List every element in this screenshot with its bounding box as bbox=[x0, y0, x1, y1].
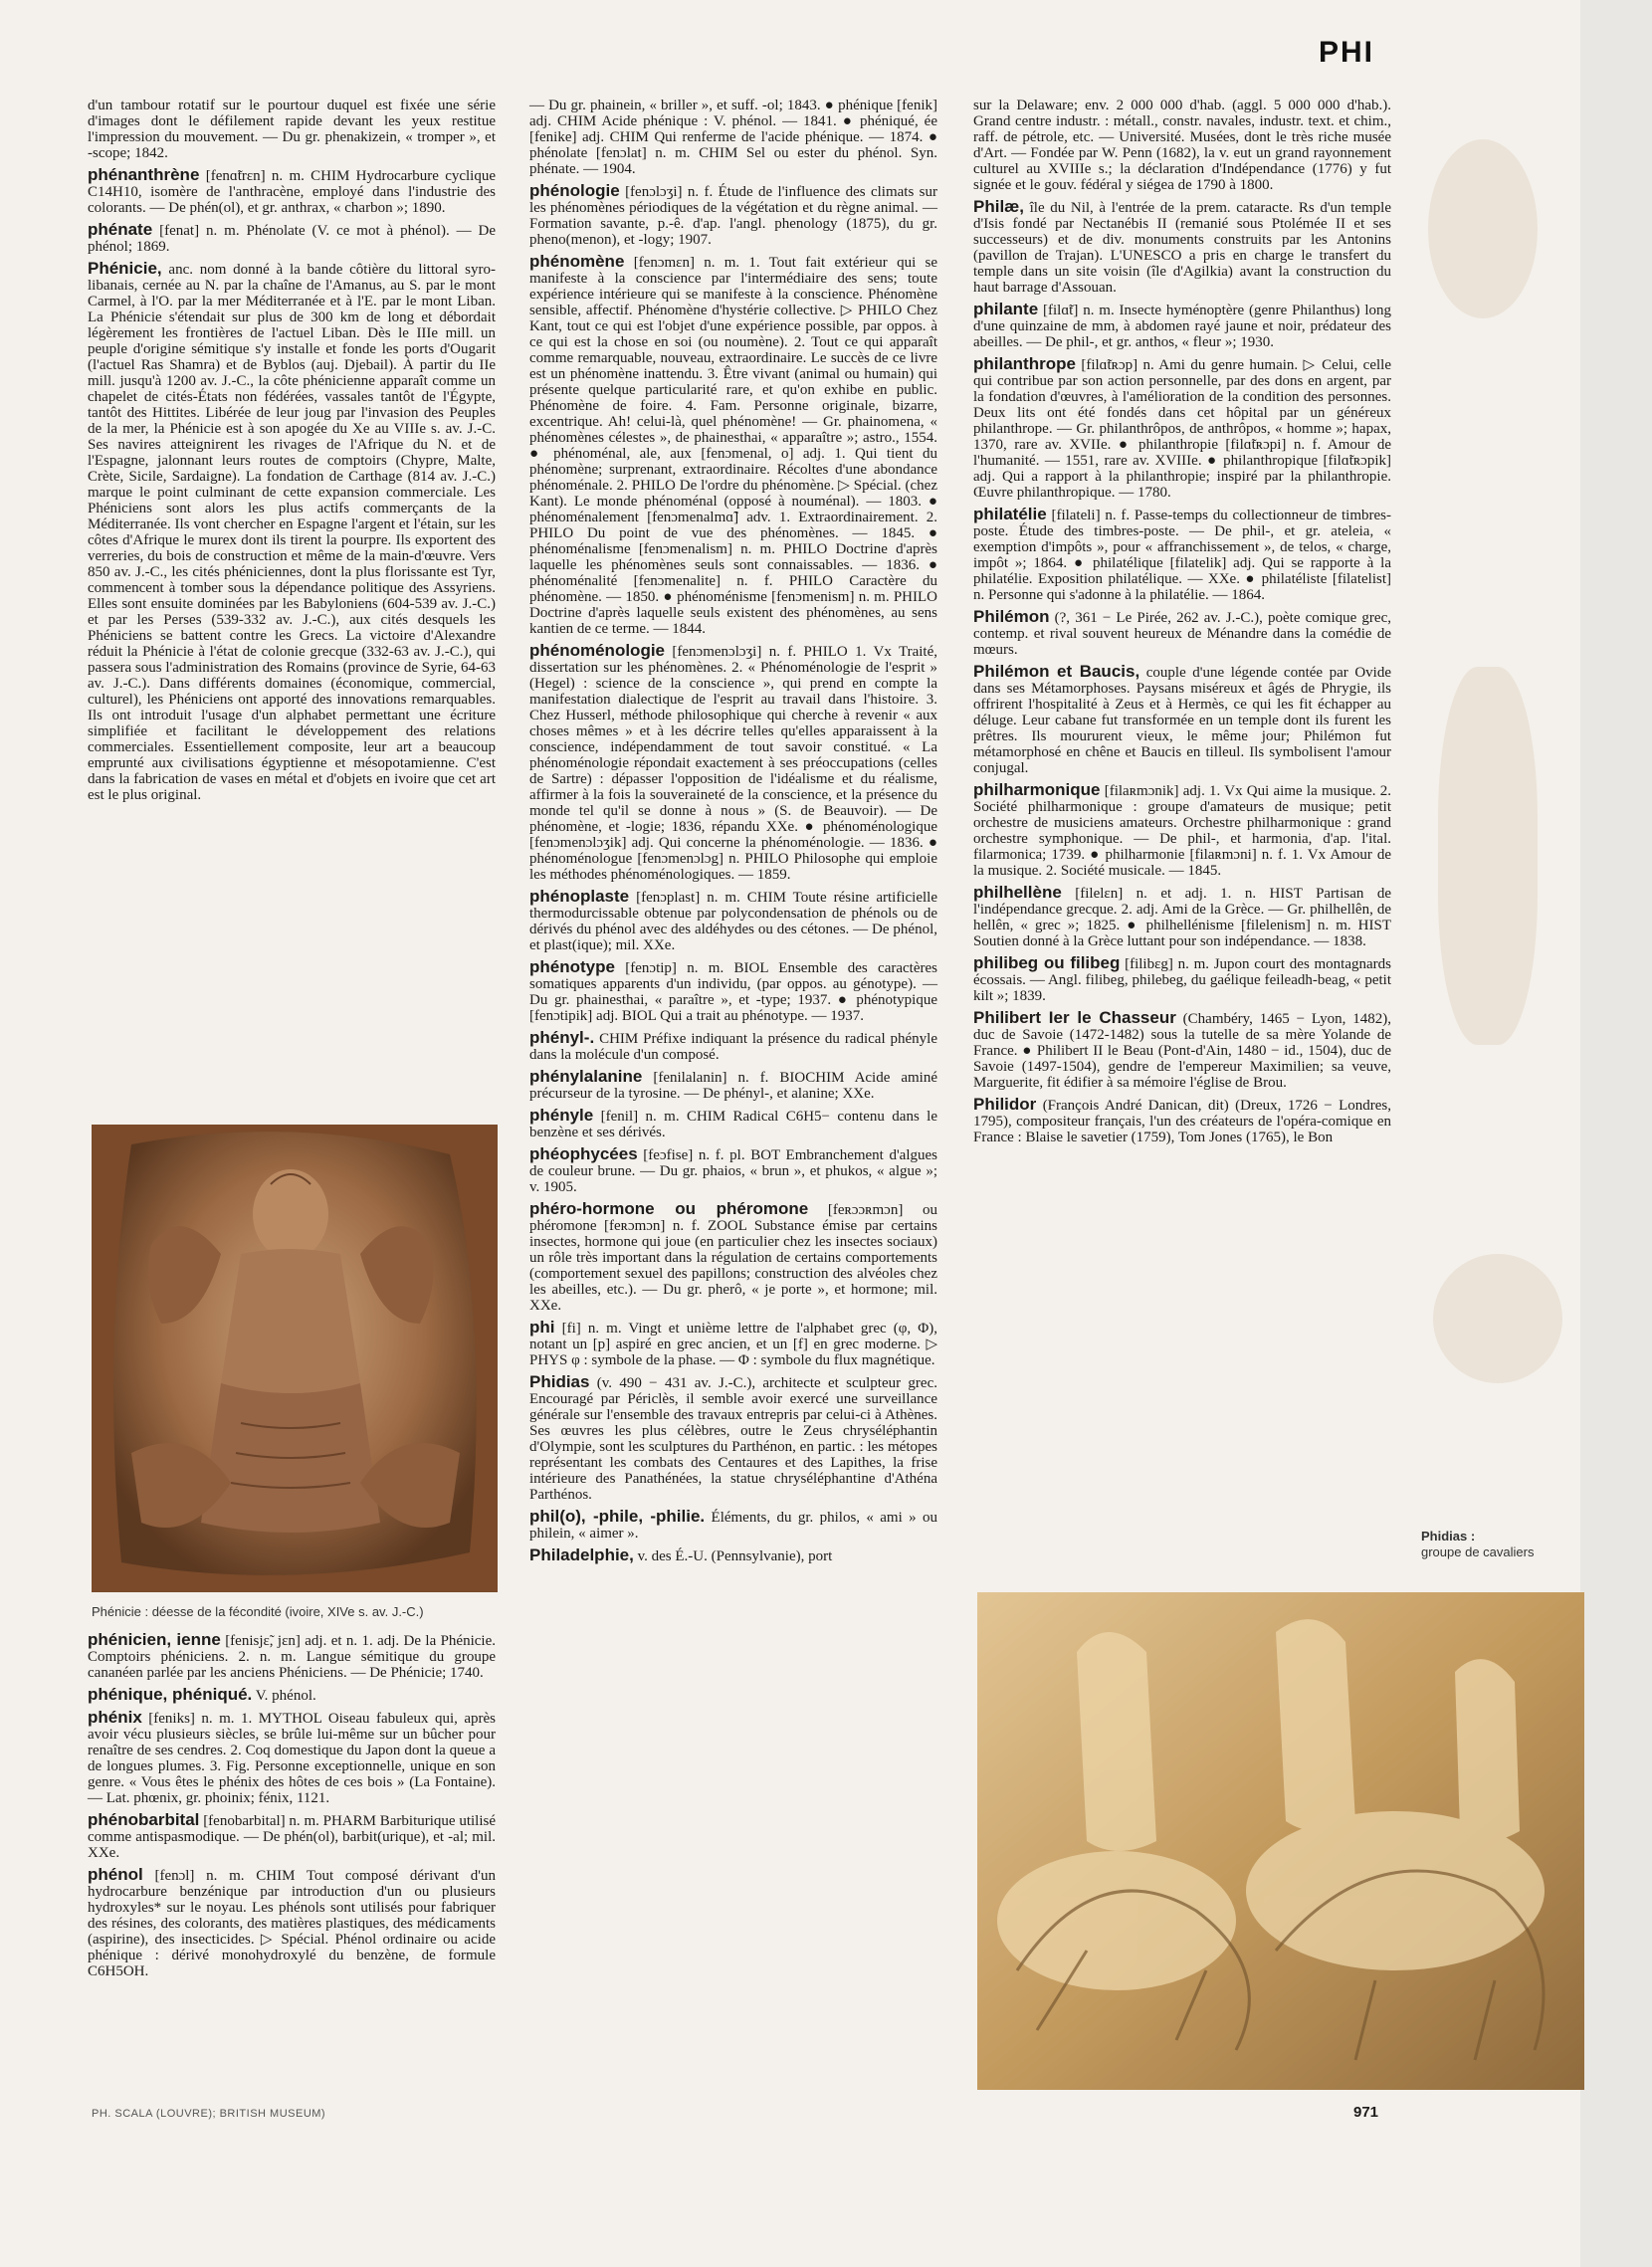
entry-definition: [filibɛg] n. m. Jupon court des montagnards écossais. — Angl. filibeg, philebeg, du gaélique feileadh-beag, « petit kilt »; 1839. bbox=[973, 956, 1391, 1004]
entry-definition: Éléments, du gr. philos, « ami » ou philein, « aimer ». bbox=[529, 1510, 938, 1542]
entry-headword: philanthrope bbox=[973, 354, 1076, 373]
bleed-through-shadow bbox=[1418, 109, 1567, 1523]
dictionary-entry bbox=[88, 1812, 496, 1861]
dictionary-entry bbox=[529, 183, 937, 248]
dictionary-entry bbox=[529, 1201, 937, 1314]
entry-headword: Philémon bbox=[973, 607, 1050, 626]
dictionary-entry bbox=[973, 664, 1391, 776]
dictionary-entry bbox=[88, 1710, 496, 1806]
entry-headword: Philæ, bbox=[973, 197, 1025, 216]
entry-headword: Phénicie, bbox=[88, 259, 162, 278]
entry-definition: (Chambéry, 1465 − Lyon, 1482), duc de Savoie (1472-1482) sous la tutelle de sa mère Yolande de France. ● Philibert II le Beau (Pont-d'Ain, 1480 − id., 1504), duc de Savoie (1497-1504), gendre de l'empereur Maximilien; sa veuve, Marguerite, fit édifier à sa mémoire l'église de Brou. bbox=[973, 1011, 1391, 1091]
entry-definition: — Du gr. phainein, « briller », et suff. -ol; 1843. ● phénique [fenik] adj. CHIM Acide phénique : V. phénol. — 1841. ● phéniqué, ée [fenike] adj. CHIM Qui renferme de l'acide phénique. — 1874. ● phénolate [fenɔlat] n. m. CHIM Sel ou ester du phénol. Syn. phénate. — 1904. bbox=[529, 98, 937, 177]
dictionary-entry bbox=[973, 1010, 1391, 1091]
dictionary-entry bbox=[973, 885, 1391, 949]
entry-definition: [feʀɔɔʀmɔn] ou phéromone [feʀɔmɔn] n. f. ZOOL Substance émise par certains insectes, hormone qui joue (en particulier chez les insectes sociaux) un rôle très important dans la régulation de certains comportements (comportement sexuel des papillons; construction des alvéoles chez les abeilles, etc.). — Du gr. pherô, « je porte », et hormone; mil. XXe. bbox=[529, 1202, 937, 1314]
column-1-bottom bbox=[88, 1632, 496, 1985]
entry-definition: [filɑ̃tʀɔp] n. Ami du genre humain. ▷ Celui, celle qui contribue par son action personnelle, par des dons en argent, par la fondation d'œuvres, à l'amélioration de la condition des personnes. Deux lits ont été fondés dans cet hôpital par un généreux philanthrope. — Gr. philanthrôpos, de anthrôpos, « homme »; hapax, 1370, rare av. XVIIe. ● philanthropie [filɑ̃tʀɔpi] n. f. Amour de l'humanité. — 1551, rare av. XVIIIe. ● philanthropique [filɑ̃tʀɔpik] adj. Qui a rapport à la philanthropie; inspiré par la philanthropie. Œuvre philanthropique. — 1780. bbox=[973, 357, 1391, 501]
entry-headword: phénanthrène bbox=[88, 165, 200, 184]
entry-headword: phénol bbox=[88, 1865, 143, 1884]
entry-definition: [filelɛn] n. et adj. 1. n. HIST Partisan de l'indépendance grecque. 2. adj. Ami de la Grèce. — Gr. philhellên, de hellên, « grec »; 1825. ● philhellénisme [filelenism] n. m. HIST Soutien donné à la Grèce luttant pour son indépendance. — 1838. bbox=[973, 886, 1392, 949]
entry-definition: (?, 361 − Le Pirée, 262 av. J.-C.), poète comique grec, contemp. et rival souvent heureux de Ménandre dans la comédie de mœurs. bbox=[973, 610, 1391, 658]
entry-headword: phénoplaste bbox=[529, 887, 630, 906]
page-number: 971 bbox=[1353, 2104, 1379, 2121]
dictionary-entry bbox=[529, 1069, 937, 1102]
entry-headword: phényle bbox=[529, 1106, 594, 1125]
entry-headword: phéophycées bbox=[529, 1144, 638, 1163]
phoenician-relief-image bbox=[92, 1125, 498, 1592]
entry-headword: phil(o), -phile, -philie. bbox=[529, 1507, 706, 1526]
entry-headword: phénique, phéniqué. bbox=[88, 1685, 253, 1704]
entry-headword: phénologie bbox=[529, 181, 620, 200]
photo-caption-title: Phidias : bbox=[1421, 1529, 1476, 1544]
dictionary-entry bbox=[973, 98, 1391, 193]
entry-definition: [fenat] n. m. Phénolate (V. ce mot à phénol). — De phénol; 1869. bbox=[88, 223, 496, 255]
dictionary-entry bbox=[88, 1687, 496, 1704]
dictionary-entry bbox=[529, 1146, 937, 1195]
figure-caption: Phénicie : déesse de la fécondité (ivoire, XIVe s. av. J.-C.) bbox=[92, 1604, 424, 1619]
entry-definition: [fenil] n. m. CHIM Radical C6H5− contenu dans le benzène et ses dérivés. bbox=[529, 1109, 937, 1140]
entry-headword: philibeg ou filibeg bbox=[973, 953, 1121, 972]
entry-definition: [fi] n. m. Vingt et unième lettre de l'alphabet grec (φ, Φ), notant un [p] aspiré en grec ancien, et un [f] en grec moderne. ▷ PHYS φ : symbole de la phase. — Φ : symbole du flux magnétique. bbox=[529, 1321, 937, 1368]
dictionary-entry bbox=[529, 1547, 937, 1564]
entry-headword: phénomène bbox=[529, 252, 625, 271]
running-head: PHI bbox=[1319, 36, 1375, 69]
dictionary-entry bbox=[973, 782, 1391, 879]
entry-definition: (v. 490 − 431 av. J.-C.), architecte et sculpteur grec. Encouragé par Périclès, il semble avoir exercé une surveillance générale sur l'ensemble des travaux entrepris par celui-ci à Athènes. Ses œuvres les plus célèbres, outre le Zeus chryséléphantin d'Olympie, sont les sculptures du Parthénon, en partic. : les métopes représentant les combats des Centaures et des Lapithes, la frise intérieure des Panathénées, la statue chryséléphantine d'Athéna Parthénos. bbox=[529, 1375, 937, 1503]
entry-headword: phi bbox=[529, 1318, 555, 1337]
entry-definition: v. des É.-U. (Pennsylvanie), port bbox=[637, 1548, 833, 1564]
column-1-top bbox=[88, 98, 496, 809]
entry-definition: d'un tambour rotatif sur le pourtour duquel est fixée une série d'images dont le défilement rapide devant les yeux restitue l'impression du mouvement. — Du gr. phenakizein, « tromper », et -scope; 1842. bbox=[88, 98, 496, 161]
entry-definition: anc. nom donné à la bande côtière du littoral syro-libanais, cernée au N. par la chaîne de l'Amanus, au S. par le mont Carmel, à l'O. par la mer Méditerranée et à l'E. par le mont Liban. La Phénicie s'étendait sur plus de 300 km de long et débordait légèrement les frontières de l'actuel Liban. Dès le IIIe mill. un peuple d'origine sémitique s'y installe et fonde les ports d'Ougarit (l'actuel Ras Shamra) et de Byblos (auj. Djebail). À partir du IIe mill. jusqu'à 1200 av. J.-C., la côte phénicienne apparaît comme un chapelet de cités-États non fédérées, vassales tantôt de l'Égypte, tantôt des Hittites. Libérée de leur joug par l'invasion des Peuples de la mer, la Phénicie est à son apogée du Xe au VIIIe s. av. J.-C. Ses navires atteignirent les rivages de l'Afrique du N. et de l'Espagne, jalonnant leurs routes de comptoirs (Chypre, Malte, Crète, Sicile, Sardaigne). La fondation de Carthage (814 av. J.-C.) marque le point culminant de cette expansion commerciale. Les Phéniciens sont alors les plus actifs commerçants de la Méditerranée. Ils vont chercher en Espagne l'argent et l'étain, sur les côtes d'Afrique le murex dont ils tirent la pourpre. Ils exportent des verreries, du bois de construction et même de la main-d'œuvre. Vers 850 av. J.-C., les cités phéniciennes, dont la plus florissante est Tyr, commencent à tomber sous la dépendance politique des Assyriens. Elles sont ensuite dominées par les Babyloniens (604-539 av. J.-C.) et par les Perses (539-332 av. J.-C.), aux cités desquels les Phéniciens se battent contre les Grecs. La victoire d'Alexandre réduit la Phénicie à l'état de colonie grecque (332-63 av. J.-C.), qui passera sous l'administration des Romains (province de Syrie, 64-63 av. J.-C.). Dans différents domaines (économique, commercial, culturel), les Phéniciens ont apporté des innovations remarquables. Ils ont introduit l'usage d'un alphabet permettant une écriture simplifiée et facilitant le développement des relations commerciales. Essentiellement composite, leur art a beaucoup emprunté aux civilisations égyptienne et mésopotamienne. C'est dans la fabrication de vases en métal et d'objets en ivoire que cet art est le plus original. bbox=[88, 262, 497, 803]
dictionary-entry bbox=[529, 889, 937, 953]
entry-definition: [fenisjɛ̃, jɛn] adj. et n. 1. adj. De la Phénicie. Comptoirs phéniciens. 2. n. m. Langue sémitique du groupe cananéen parlée par les anciens Phéniciens. — De Phénicie; 1740. bbox=[88, 1633, 496, 1681]
entry-definition: [filɑ̃t] n. m. Insecte hyménoptère (genre Philanthus) long d'une quinzaine de mm, à abdomen rayé jaune et noir, prédateur des abeilles. — De phil-, et gr. anthos, « fleur »; 1930. bbox=[973, 303, 1391, 350]
photo-caption bbox=[1421, 1529, 1580, 1560]
dictionary-entry bbox=[529, 643, 937, 883]
entry-definition: [filateli] n. f. Passe-temps du collectionneur de timbres-poste. Étude des timbres-poste. — De phil-, et gr. ateleia, « exemption d'impôts », pour « affranchissement », de telos, « charge, impôt »; 1864. ● philatélique [filatelik] adj. Qui se rapporte à la philatélie. Exposition philatélique. — XXe. ● philatéliste [filatelist] n. Personne qui s'adonne à la philatélie. — 1864. bbox=[973, 508, 1392, 603]
entry-headword: phénobarbital bbox=[88, 1810, 200, 1829]
dictionary-entry bbox=[88, 98, 496, 161]
entry-headword: Phidias bbox=[529, 1372, 590, 1391]
entry-headword: phénotype bbox=[529, 957, 615, 976]
page-margin bbox=[1580, 0, 1652, 2267]
entry-definition: [fenɔtip] n. m. BIOL Ensemble des caractères somatiques apparents d'un individu, (par oppos. au génotype). — Du gr. phainesthai, « paraître », et -type; 1937. ● phénotypique [fenɔtipik] adj. BIOL Qui a trait au phénotype. — 1937. bbox=[529, 960, 937, 1024]
dictionary-entry bbox=[973, 1097, 1391, 1145]
entry-headword: phénicien, ienne bbox=[88, 1630, 221, 1649]
entry-definition: [filaʀmɔnik] adj. 1. Vx Qui aime la musique. 2. Société philharmonique : groupe d'amateurs de musique; petit orchestre de musiciens amateurs. Orchestre philharmonique : grand orchestre symphonique. — De phil-, et harmonia, d'ap. l'ital. filarmonica; 1739. ● philharmonie [filaʀmɔni] n. f. 1. Vx Amour de la musique. 2. Société musicale. — 1845. bbox=[973, 783, 1392, 879]
entry-definition: [fenɔlɔʒi] n. f. Étude de l'influence des climats sur les phénomènes périodiques de la végétation et du règne animal. — Formation savante, p.-ê. d'ap. l'angl. phenology (1875), du gr. pheno(menon), et -logy; 1907. bbox=[529, 184, 938, 248]
entry-headword: phénix bbox=[88, 1708, 142, 1727]
entry-headword: philharmonique bbox=[973, 780, 1101, 799]
photo-credit: PH. SCALA (LOUVRE); BRITISH MUSEUM) bbox=[92, 2108, 326, 2120]
entry-definition: [fenobarbital] n. m. PHARM Barbiturique utilisé comme antispasmodique. — De phén(ol), barbit(urique), et -al; mil. XXe. bbox=[88, 1813, 497, 1861]
dictionary-entry bbox=[529, 254, 937, 637]
dictionary-entry bbox=[973, 507, 1391, 603]
entry-definition: [feniks] n. m. 1. MYTHOL Oiseau fabuleux qui, après avoir vécu plusieurs siècles, se brûle lui-même sur un bûcher pour renaître de ses cendres. 2. Coq domestique du Japon dont la queue a de longues plumes. 3. Fig. Personne exceptionnelle, unique en son genre. « Vous êtes le phénix des hôtes de ces bois » (La Fontaine). — Lat. phœnix, gr. phoinix; fénix, 1121. bbox=[88, 1711, 496, 1806]
entry-definition: [fenɔplast] n. m. CHIM Toute résine artificielle thermodurcissable obtenue par polycondensation de phénols ou de dérivés du phénol avec des aldéhydes ou des cétones. — De phénol, et plast(ique); mil. XXe. bbox=[529, 890, 937, 953]
column-3 bbox=[973, 98, 1391, 1151]
dictionary-entry bbox=[529, 959, 937, 1024]
entry-definition: [feɔfise] n. f. pl. BOT Embranchement d'algues de couleur brune. — Du gr. phaios, « brun », et phukos, « algue »; v. 1905. bbox=[529, 1147, 938, 1195]
entry-definition: sur la Delaware; env. 2 000 000 d'hab. (aggl. 5 000 000 d'hab.). Grand centre industr. : métall., constr. navales, industr. text. et chim., raff. de pétrole, etc. — Université. Musées, dont le très riche musée d'Art. — Fondée par W. Penn (1682), la v. eut un grand rayonnement culturel au XVIIIe s.; la déclaration d'Indépendance (1776) y fut signée et le gouv. fédéral y siégea de 1790 à 1800. bbox=[973, 98, 1391, 193]
entry-definition: [fenɔmɛn] n. m. 1. Tout fait extérieur qui se manifeste à la conscience par l'intermédiaire des sens; toute expérience intérieure qui se manifeste à la conscience. Phénomène sensible, affectif. Phénomène d'hystérie collective. ▷ PHILO Chez Kant, tout ce qui est l'objet d'une expérience possible, par oppos. à ce qui est la chose en soi (ou noumène). 2. Tout ce qui apparaît comme remarquable, nouveau, extraordinaire. Le succès de ce livre est un phénomène inattendu. 3. Être vivant (animal ou humain) qui présente quelque particularité rare, et qu'on exhibe en public. Phénomène de foire. 4. Fam. Personne originale, bizarre, excentrique. Ah! celui-là, quel phénomène! — Gr. phainomena, « phénomènes célestes », de phainesthai, « apparaître »; astro., 1554. ● phénoménal, ale, aux [fenɔmenal, o] adj. 1. Qui tient du phénomène; surprenant, extraordinaire. Récoltes d'une abondance phénoménale. 2. PHILO De l'ordre du phénomène. ▷ Spécial. (chez Kant). Le monde phénoménal (opposé à nouménal). — 1803. ● phénoménalement [fenɔmenalmɑ̃] adv. 1. Extraordinairement. 2. PHILO Du point de vue des phénomènes. — 1845. ● phénoménalisme [fenɔmenalism] n. m. PHILO Doctrine d'après laquelle les phénomènes seuls sont connaissables. — 1836. ● phénoménalité [fenɔmenalite] n. f. PHILO Caractère du phénomène. — 1850. ● phénoménisme [fenɔmenism] n. m. PHILO Doctrine d'après laquelle seuls existent des phénomènes, au sens kantien de ce terme. — 1844. bbox=[529, 255, 937, 637]
entry-headword: philhellène bbox=[973, 883, 1062, 902]
dictionary-entry bbox=[973, 199, 1391, 296]
entry-headword: Philibert Ier le Chasseur bbox=[973, 1008, 1176, 1027]
entry-headword: philante bbox=[973, 300, 1039, 318]
dictionary-entry bbox=[88, 1867, 496, 1979]
photo-caption-text: groupe de cavaliers bbox=[1421, 1545, 1535, 1559]
dictionary-entry bbox=[529, 1320, 937, 1368]
dictionary-entry bbox=[88, 167, 496, 216]
entry-headword: phénoménologie bbox=[529, 641, 665, 660]
entry-headword: Philadelphie, bbox=[529, 1546, 634, 1564]
dictionary-entry bbox=[88, 261, 496, 803]
entry-definition: [fenɑ̃trɛn] n. m. CHIM Hydrocarbure cyclique C14H10, isomère de l'anthracène, employé dans l'industrie des colorants. — De phén(ol), et gr. anthrax, « charbon »; 1890. bbox=[88, 168, 497, 216]
entry-definition: [fenilalanin] n. f. BIOCHIM Acide aminé précurseur de la tyrosine. — De phényl-, et alanine; XXe. bbox=[529, 1070, 938, 1102]
entry-definition: île du Nil, à l'entrée de la prem. cataracte. Rs d'un temple d'Isis fondé par Nectanébis II (remanié sous Ptolémée II et ses successeurs) et de div. monuments construits par les Antonins (pavillon de Trajan). L'UNESCO a pris en charge le transfert du temple dans un site voisin (île d'Agilkia) avant la construction du haut barrage d'Assouan. bbox=[973, 200, 1391, 296]
column-2 bbox=[529, 98, 937, 1570]
dictionary-entry bbox=[529, 1030, 937, 1063]
dictionary-entry bbox=[88, 222, 496, 255]
entry-definition: [fenɔl] n. m. CHIM Tout composé dérivant d'un hydrocarbure benzénique par introduction d'un ou plusieurs hydroxyles* sur le noyau. Les phénols sont utilisés pour fabriquer des résines, des colorants, des matières plastiques, des médicaments (aspirine), des insecticides. ▷ Spécial. Phénol ordinaire ou acide phénique : dérivé monohydroxylé du benzène, de formule C6H5OH. bbox=[88, 1868, 496, 1979]
dictionary-entry bbox=[88, 1632, 496, 1681]
entry-headword: philatélie bbox=[973, 505, 1047, 523]
parthenon-frieze-image bbox=[977, 1592, 1584, 2090]
dictionary-entry bbox=[973, 955, 1391, 1004]
entry-headword: Philémon et Baucis, bbox=[973, 662, 1140, 681]
dictionary-entry bbox=[529, 1374, 937, 1503]
dictionary-entry bbox=[529, 1108, 937, 1140]
dictionary-entry bbox=[529, 1509, 937, 1542]
entry-definition: [fenɔmenɔlɔʒi] n. f. PHILO 1. Vx Traité, dissertation sur les phénomènes. 2. « Phénoménologie de l'esprit » (Hegel) : science de la conscience », qui prend en compte la manifestation dialectique de l'esprit au travail dans l'histoire. 3. Chez Husserl, méthode philosophique qui cherche à revenir « aux choses mêmes » et à les décrire telles qu'elles apparaissent à la conscience, indépendamment de tout savoir constitué. « La phénoménologie répondait exactement à ses préoccupations (celles de Sartre) : dépasser l'opposition de l'idéalisme et du réalisme, affirmer à la fois la souveraineté de la conscience, et la présence du monde tel qu'il se donne à nous » (S. de Beauvoir). — De phénomène, et -logie; 1836, répandu XXe. ● phénoménologique [fenɔmenɔlɔʒik] adj. Qui concerne la phénoménologie. — 1836. ● phénoménologue [fenɔmenɔlɔg] n. PHILO Philosophe qui emploie les méthodes phénoménologiques. — 1859. bbox=[529, 644, 937, 883]
entry-definition: V. phénol. bbox=[255, 1688, 316, 1704]
entry-definition: CHIM Préfixe indiquant la présence du radical phényle dans la molécule d'un composé. bbox=[529, 1031, 937, 1063]
entry-headword: phényl-. bbox=[529, 1028, 595, 1047]
entry-headword: phénate bbox=[88, 220, 153, 239]
entry-headword: Philidor bbox=[973, 1095, 1037, 1114]
dictionary-entry bbox=[973, 609, 1391, 658]
entry-definition: couple d'une légende contée par Ovide dans ses Métamorphoses. Paysans miséreux et âgés de Phrygie, ils offrirent l'hospitalité à Zeus et à Hermès, ce qui les fit échapper au déluge. Leur cabane fut transformée en un temple dont ils furent les prêtres. Ils moururent vieux, le même jour; Philémon fut métamorphosé en chêne et Baucis en tilleul. Ils symbolisent l'amour conjugal. bbox=[973, 665, 1392, 776]
dictionary-entry bbox=[973, 302, 1391, 350]
dictionary-entry bbox=[529, 98, 937, 177]
entry-headword: phéro-hormone ou phéromone bbox=[529, 1199, 809, 1218]
entry-definition: (François André Danican, dit) (Dreux, 1726 − Londres, 1795), compositeur français, l'un des créateurs de l'opéra-comique en France : Blaise le savetier (1759), Tom Jones (1765), le Bon bbox=[973, 1098, 1391, 1145]
dictionary-entry bbox=[973, 356, 1391, 501]
entry-headword: phénylalanine bbox=[529, 1067, 643, 1086]
